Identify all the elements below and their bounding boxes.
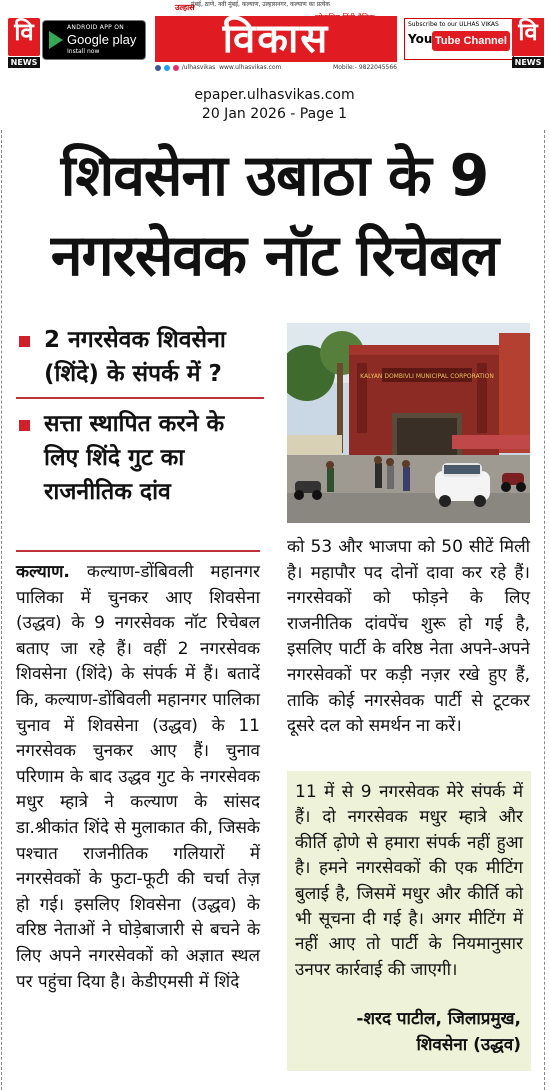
logo-letter: वि — [518, 18, 538, 46]
google-play-icon — [49, 31, 63, 49]
gplay-line1: ANDROID APP ON — [67, 24, 125, 31]
dateline: कल्याण. — [16, 562, 70, 582]
instagram-icon — [173, 65, 179, 71]
google-play-badge[interactable] — [42, 20, 146, 60]
quote-attribution-line-2: शिवसेना (उद्धव) — [416, 1035, 521, 1055]
headline-line-1: शिवसेना उबाठा के 9 — [60, 143, 489, 209]
page-meta — [0, 86, 549, 124]
bullet-square-icon — [19, 420, 30, 431]
logo-letter: वि — [14, 18, 34, 46]
yt-subscribe-text: Subscribe to our ULHAS VIKAS — [408, 21, 499, 28]
logo-news-label: NEWS — [8, 57, 40, 68]
headline — [0, 136, 549, 296]
photo-illustration — [287, 323, 530, 523]
divider — [16, 550, 260, 552]
newspaper-nameplate[interactable] — [155, 0, 397, 80]
subhead-bullet — [16, 407, 264, 509]
bullet-square-icon — [19, 336, 30, 347]
yt-you-text: You — [408, 32, 433, 46]
article-body-left — [16, 560, 260, 995]
divider — [16, 397, 264, 399]
logo-news-label: NEWS — [512, 57, 544, 68]
brand-prefix: उल्हास — [175, 3, 195, 12]
subhead-text: 2 नगरसेवक शिवसेना (शिंदे) के संपर्क में ? — [44, 327, 226, 387]
brand-name: विकास — [155, 16, 397, 62]
quote-text: 11 में से 9 नगरसेवक मेरे संपर्क में हैं। दो नगरसेवक मधुर म्हात्रे और कीर्ति ढ़ोणे से हमारा संपर्क नहीं हुआ है। हमने नगरसेवकों की एक मीटिंग बुलाई है, जिसमें मधुर और कीर्ति को भी सूचना दी गई है। अगर मीटिंग में नहीं आए तो पार्टी के नियमानुसार उनपर कार्रवाई की जाएगी। — [295, 782, 523, 980]
quote-attribution — [356, 1006, 521, 1058]
quote-attribution-line-1: -शरद पाटील, जिलाप्रमुख, — [356, 1009, 521, 1029]
mobile-number: Mobile:- 9822045566 — [333, 64, 397, 71]
epaper-site[interactable]: epaper.ulhasvikas.com — [194, 87, 355, 103]
masthead — [0, 0, 549, 82]
gplay-line2: Google play — [67, 32, 137, 47]
date-page: 20 Jan 2026 - Page 1 — [201, 106, 348, 122]
quote-box — [287, 771, 531, 1071]
headline-line-2: नगरसेवक नॉट रिचेबल — [50, 223, 499, 289]
ulhas-vikas-news-logo-left[interactable] — [8, 18, 40, 67]
body-text-left: कल्याण-डोंबिवली महानगर पालिका में चुनकर आए शिवसेना (उद्धव) के 9 नगरसेवक नॉट रिचेबल बताए जा रहे हैं। वहीं 2 नगरसेवक शिवसेना (शिंदे) के संपर्क में हैं। बतादें कि, कल्याण-डोंबिवली महानगर पालिका चुनाव में शिवसेना (उद्धव) के 11 नगरसेवक चुनकर आए हैं। चुनाव परिणाम के बाद उद्धव गुट के नगरसेवक मधुर म्हात्रे ने कल्याण के सांसद डा.श्रीकांत शिंदे से मुलाकात की, जिसके पश्चात राजनीतिक गलियारों में नगरसेवकों के फुटा-फूटी की चर्चा तेज़ हो गई। इसलिए शिवसेना (उद्धव) के वरिष्ठ नेताओं ने घोड़ेबाजारी से बचने के लिए अपने नगरसेवकों को अज्ञात स्थल पर पहुंचा दिया है। केडीएमसी में शिंदे — [16, 562, 260, 992]
building-sign: KALYAN DOMBIVLI MUNICIPAL CORPORATION — [360, 373, 494, 380]
subhead-bullets — [16, 323, 264, 509]
coverage-strip: मुंबई, ठाणे, नवी मुंबई, कल्याण, उल्हासनगर, कल्याण का प्रत्येक — [191, 1, 330, 8]
social-handle: /ulhasvikas — [181, 64, 216, 71]
kdmc-building-photo — [287, 323, 530, 523]
body-text-right: को 53 और भाजपा को 50 सीटें मिली है। महापौर पद दोनों दावा कर रहे हैं। नगरसेवकों को फोड़ने के लिए राजनीतिक दांवपेंच शुरू हो गई है, इसलिए पार्टी के वरिष्ठ नेता अपने-अपने नगरसेवकों पर कड़ी नज़र रखे हुए हैं, ताकि कोई नगरसेवक पार्टी से टूटकर दूसरे दल को समर्थन ना करें। — [287, 537, 530, 737]
article-body-right — [287, 535, 530, 740]
youtube-channel-banner[interactable] — [404, 18, 514, 60]
social-row — [155, 64, 397, 74]
subhead-bullet — [16, 323, 264, 391]
website-text: www.ulhasvikas.com — [219, 64, 282, 71]
facebook-icon — [155, 65, 161, 71]
gplay-line3: Install now — [67, 48, 100, 55]
ulhas-vikas-news-logo-right[interactable] — [512, 18, 544, 67]
twitter-icon — [164, 65, 170, 71]
subhead-text: सत्ता स्थापित करने के लिए शिंदे गुट का राजनीतिक दांव — [44, 411, 225, 505]
youtube-icon: Tube Channel — [432, 31, 510, 51]
